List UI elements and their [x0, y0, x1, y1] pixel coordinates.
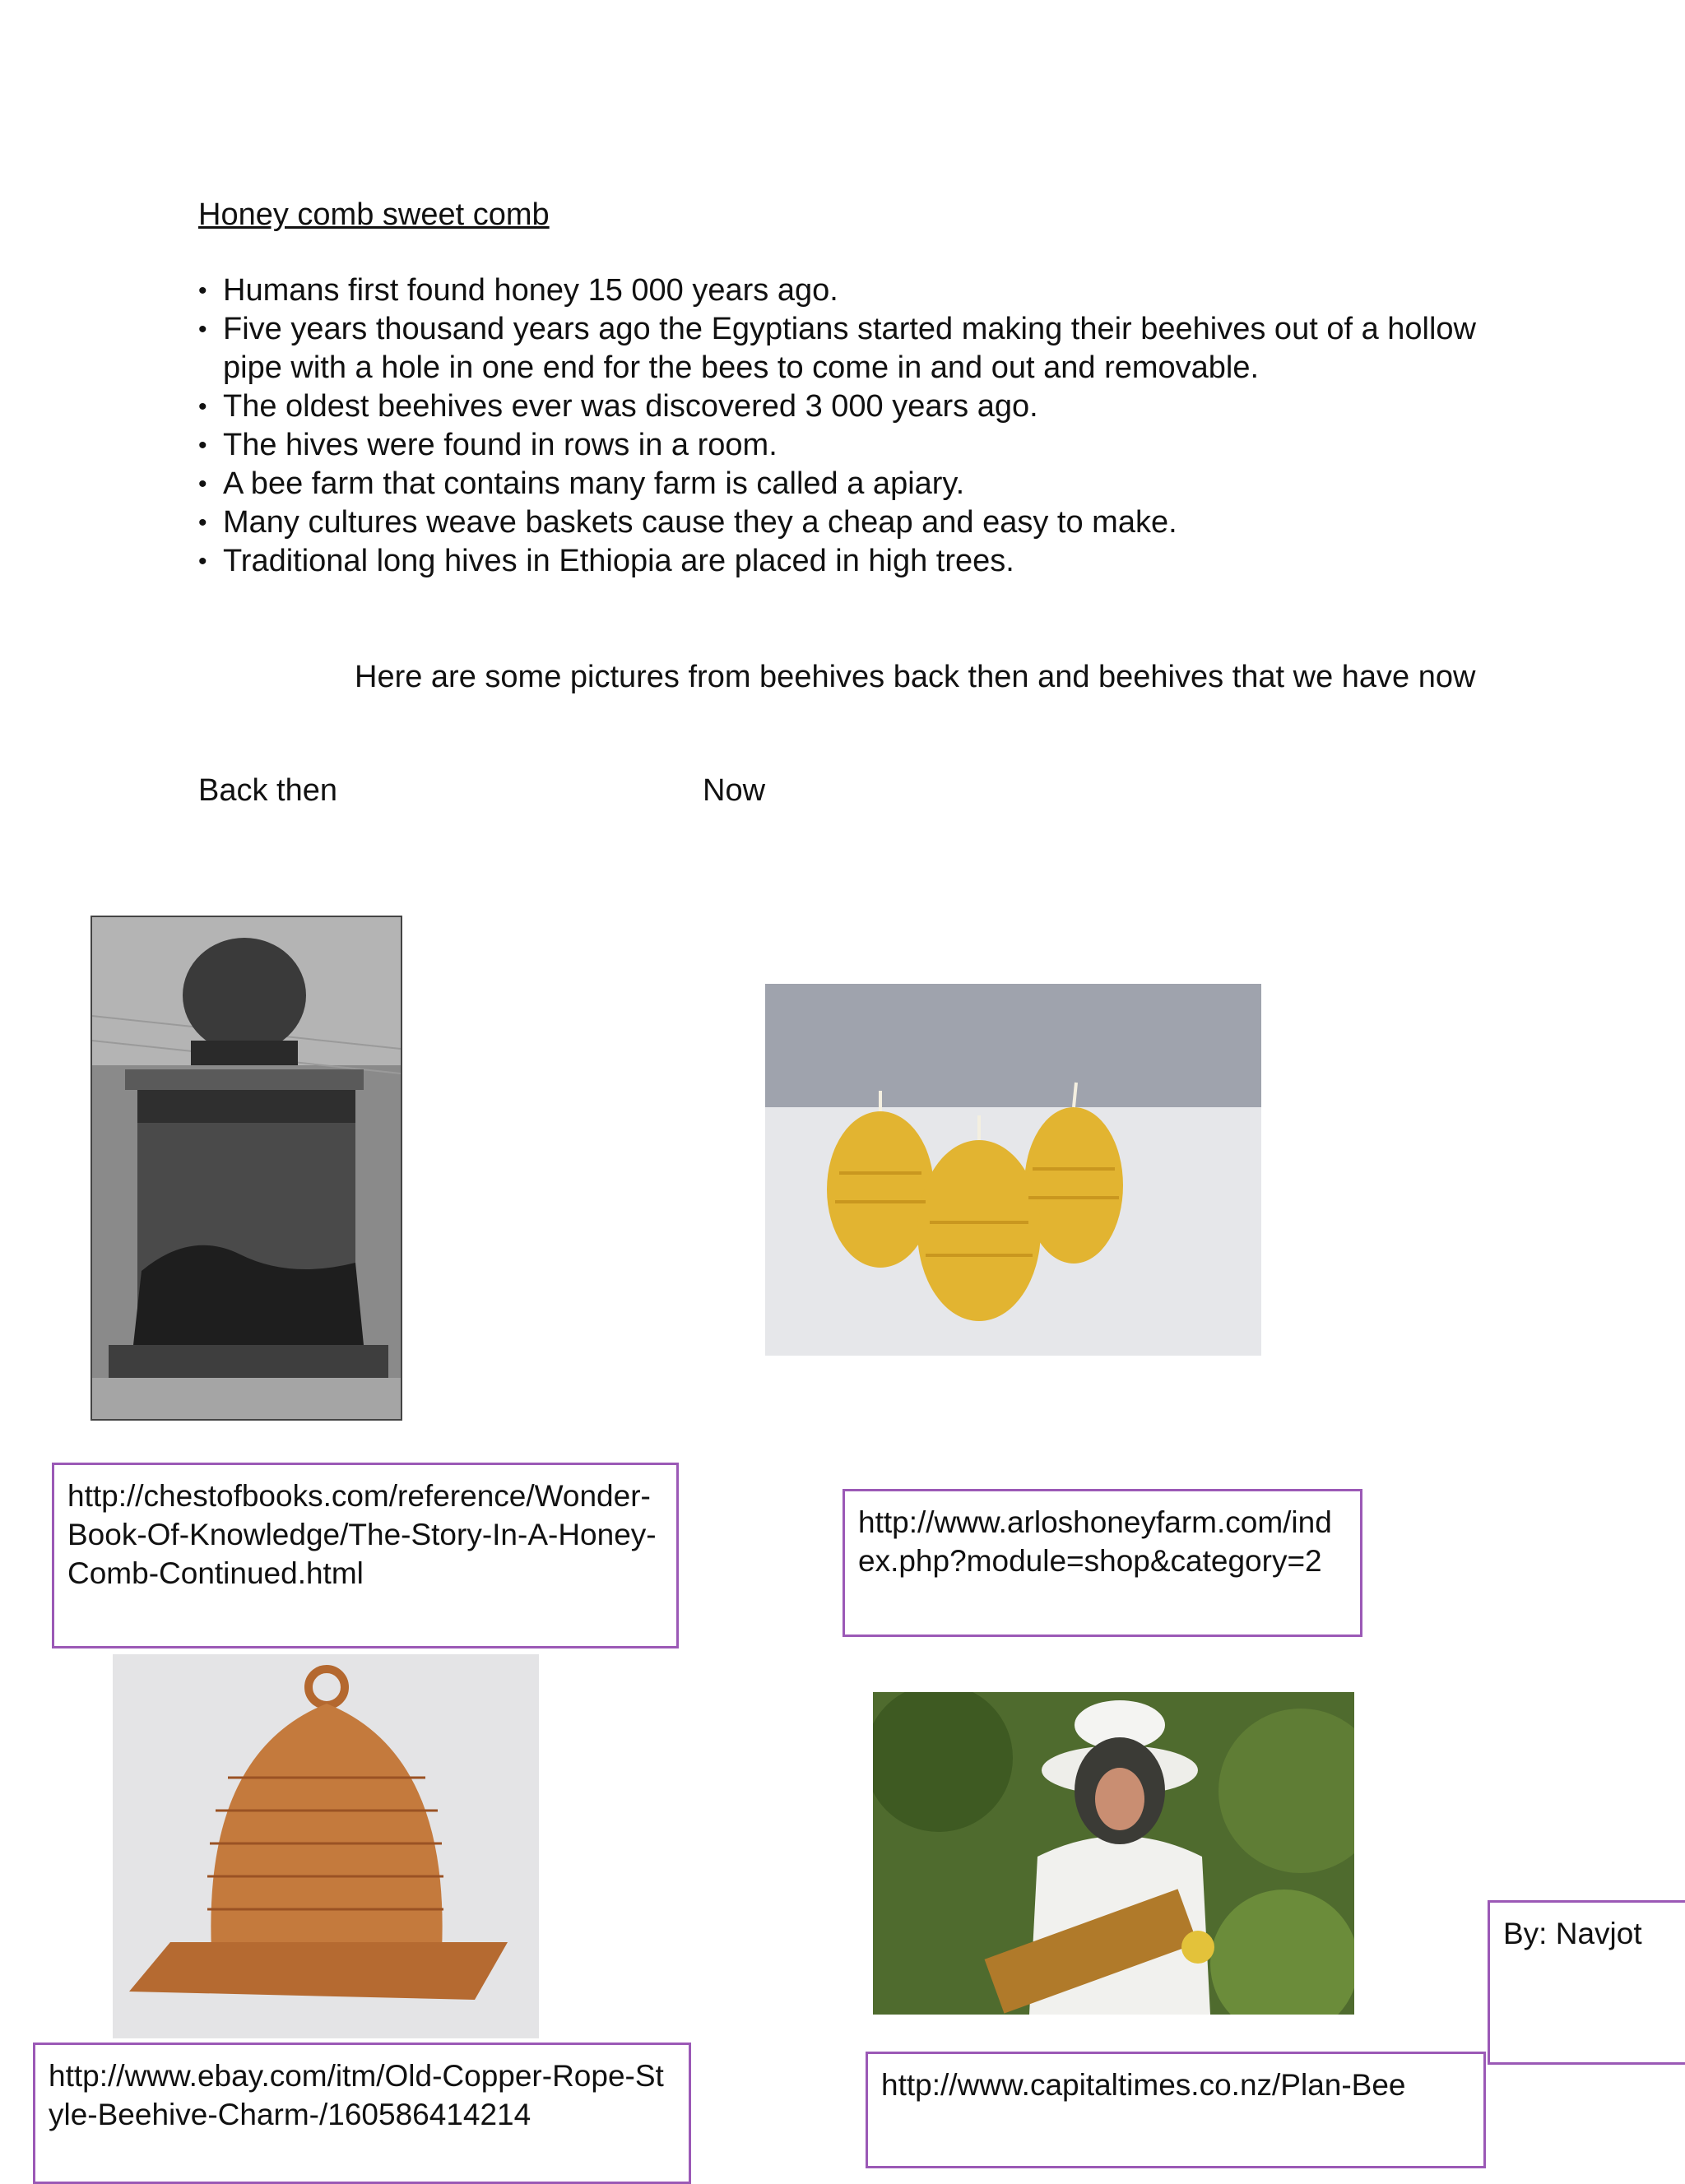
beekeeper-source-url[interactable]: http://www.capitaltimes.co.nz/Plan-Bee	[866, 2052, 1486, 2168]
copper-charm-photo	[113, 1654, 539, 2038]
list-item: • The hives were found in rows in a room.	[198, 426, 1482, 465]
beeswax-candles-photo	[765, 984, 1261, 1356]
author-credit: By: Navjot	[1488, 1900, 1685, 2065]
list-item: • Many cultures weave baskets cause they a cheap and easy to make.	[198, 503, 1482, 542]
list-item: • Five years thousand years ago the Egyptians started making their beehives out of a hollow pipe with a hole in one end for the bees to come in and out and removable.	[198, 310, 1482, 387]
list-item: • Humans first found honey 15 000 years ago.	[198, 271, 1482, 310]
beekeeper-photo	[873, 1692, 1354, 2015]
now-label: Now	[703, 773, 766, 808]
list-item: • A bee farm that contains many farm is called a apiary.	[198, 465, 1482, 503]
old-hive-source-url[interactable]: http://chestofbooks.com/reference/Wonder-Book-Of-Knowledge/The-Story-In-A-Honey-Comb-Continued.html	[52, 1463, 679, 1648]
charm-source-url[interactable]: http://www.ebay.com/itm/Old-Copper-Rope-Style-Beehive-Charm-/160586414214	[33, 2043, 691, 2184]
old-beehive-photo	[91, 916, 402, 1421]
intro-paragraph: Here are some pictures from beehives back then and beehives that we have now	[355, 660, 1476, 694]
candles-source-url[interactable]: http://www.arloshoneyfarm.com/index.php?module=shop&category=2	[842, 1489, 1362, 1637]
facts-list	[198, 271, 1482, 581]
back-then-label: Back then	[198, 773, 337, 808]
page-title: Honey comb sweet comb	[198, 197, 550, 232]
list-item: • The oldest beehives ever was discovered 3 000 years ago.	[198, 387, 1482, 426]
list-item: • Traditional long hives in Ethiopia are placed in high trees.	[198, 542, 1482, 581]
